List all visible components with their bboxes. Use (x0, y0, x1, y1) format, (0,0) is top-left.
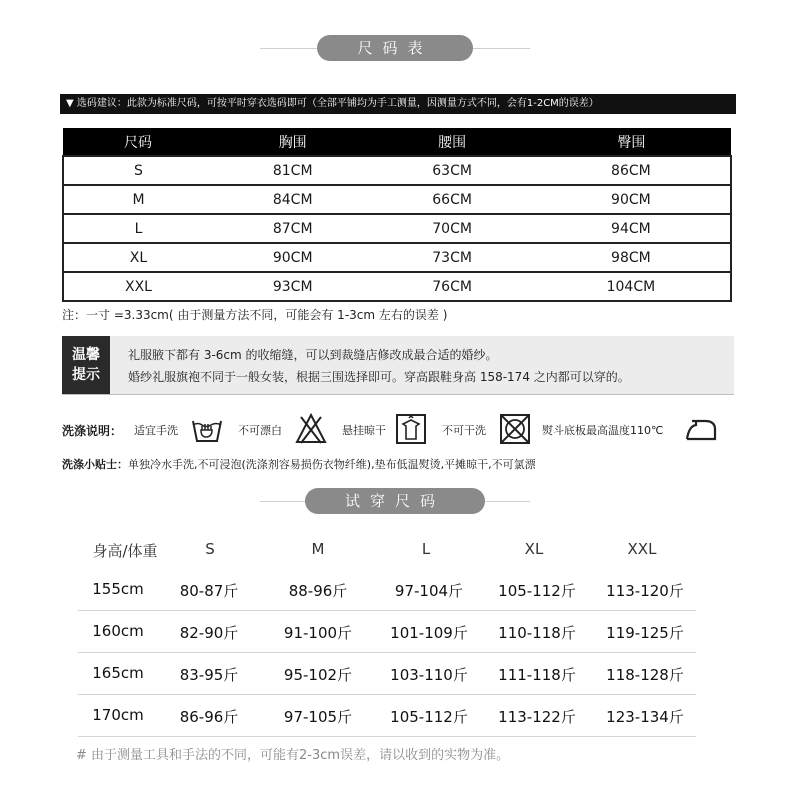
hand-wash-icon (190, 412, 224, 446)
bust-cell: 93CM (213, 272, 372, 301)
weight-cell: 105-112斤 (498, 582, 576, 600)
size-chart-title: 尺码表 (317, 35, 472, 61)
hip-cell: 104CM (532, 272, 731, 301)
weight-cell: 101-109斤 (390, 624, 468, 642)
wash-label-no-bleach: 不可漂白 (238, 424, 282, 437)
try-header-xl: XL (524, 540, 544, 558)
bust-cell: 81CM (213, 156, 372, 185)
wash-tip (62, 456, 536, 472)
weight-cell: 88-96斤 (288, 582, 348, 600)
height-cell: 170cm (92, 706, 144, 724)
try-header-xxl: XXL (627, 540, 657, 558)
weight-cell: 91-100斤 (283, 624, 353, 642)
warm-tips-label (62, 336, 110, 394)
warm-tip-1: 礼服腋下都有 3-6cm 的收缩缝，可以到裁缝店修改成最合适的婚纱。 (128, 348, 498, 362)
hip-cell: 94CM (532, 214, 731, 243)
header-waist: 腰围 (372, 128, 531, 156)
size-cell: XXL (63, 272, 213, 301)
table-row (78, 696, 696, 737)
weight-cell: 80-87斤 (179, 582, 239, 600)
size-cell: S (63, 156, 213, 185)
table-row (78, 654, 696, 695)
no-dry-clean-icon (498, 412, 532, 446)
wash-label-iron: 熨斗底板最高温度110℃ (542, 424, 664, 437)
try-header-l: L (421, 540, 431, 558)
wash-label-hand: 适宜手洗 (134, 424, 178, 437)
header-bust: 胸围 (213, 128, 372, 156)
waist-cell: 66CM (372, 185, 531, 214)
warm-tips-label-line2: 提示 (72, 367, 100, 383)
size-cell: L (63, 214, 213, 243)
hang-dry-icon (394, 412, 428, 446)
weight-cell: 95-102斤 (283, 666, 353, 684)
weight-cell: 118-128斤 (606, 666, 684, 684)
wash-title: 洗涤说明： (62, 424, 123, 438)
wash-tip-text: 单独冷水手洗,不可浸泡(洗涤剂容易损伤衣物纤维),垫布低温熨烫,平摊晾干,不可氯漂 (128, 458, 536, 471)
hip-cell: 86CM (532, 156, 731, 185)
try-header-s: S (205, 540, 215, 558)
table-row (63, 156, 731, 185)
warm-tips-box (62, 336, 734, 395)
height-cell: 160cm (92, 622, 144, 640)
try-header-height-weight: 身高/体重 (92, 542, 158, 560)
waist-cell: 76CM (372, 272, 531, 301)
waist-cell: 70CM (372, 214, 531, 243)
weight-cell: 83-95斤 (179, 666, 239, 684)
waist-cell: 73CM (372, 243, 531, 272)
waist-cell: 63CM (372, 156, 531, 185)
size-cell: XL (63, 243, 213, 272)
weight-cell: 110-118斤 (498, 624, 576, 642)
hip-cell: 98CM (532, 243, 731, 272)
warm-tip-2: 婚纱礼服旗袍不同于一般女装，根据三围选择即可。穿高跟鞋身高 158-174 之内都可以穿的。 (128, 370, 630, 384)
wash-label-no-dry-clean: 不可干洗 (442, 424, 486, 437)
weight-cell: 97-104斤 (394, 582, 464, 600)
weight-cell: 82-90斤 (179, 624, 239, 642)
hip-cell: 90CM (532, 185, 731, 214)
try-on-title-bar (0, 486, 790, 516)
warm-tips-label-line1: 温馨 (72, 347, 100, 363)
try-on-title: 试穿尺码 (305, 488, 485, 514)
weight-cell: 103-110斤 (390, 666, 468, 684)
size-table-header (63, 128, 731, 156)
weight-cell: 113-122斤 (498, 708, 576, 726)
weight-cell: 111-118斤 (498, 666, 576, 684)
table-row (63, 272, 731, 301)
measurement-note: 注：一寸 =3.33cm( 由于测量方法不同，可能会有 1-3cm 左右的误差 ) (62, 308, 448, 322)
bust-cell: 87CM (213, 214, 372, 243)
table-row (78, 570, 696, 611)
height-cell: 165cm (92, 664, 144, 682)
wash-label-hang-dry: 悬挂晾干 (342, 424, 386, 437)
weight-cell: 105-112斤 (390, 708, 468, 726)
table-row (63, 243, 731, 272)
wash-tip-title: 洗涤小贴士： (62, 458, 128, 471)
size-chart-title-bar (0, 33, 790, 63)
weight-cell: 123-134斤 (606, 708, 684, 726)
weight-cell: 119-125斤 (606, 624, 684, 642)
no-bleach-icon (294, 412, 328, 446)
header-hip: 臀围 (532, 128, 731, 156)
height-cell: 155cm (92, 580, 144, 598)
weight-cell: 113-120斤 (606, 582, 684, 600)
table-row (63, 214, 731, 243)
size-advice-bar: ▼ 选码建议：此款为标准尺码，可按平时穿衣选码即可（全部平铺均为手工测量，因测量方式不同，会有1-2CM的误差） (60, 94, 736, 114)
table-row (78, 612, 696, 653)
footnote: # 由于测量工具和手法的不同，可能有2-3cm误差，请以收到的实物为准。 (76, 748, 510, 763)
bust-cell: 84CM (213, 185, 372, 214)
try-header-m: M (311, 540, 325, 558)
iron-icon (684, 412, 718, 446)
size-cell: M (63, 185, 213, 214)
weight-cell: 97-105斤 (283, 708, 353, 726)
weight-cell: 86-96斤 (179, 708, 239, 726)
wash-instructions (62, 412, 742, 446)
bust-cell: 90CM (213, 243, 372, 272)
size-table (62, 128, 732, 302)
header-size: 尺码 (63, 128, 213, 156)
table-row (63, 185, 731, 214)
